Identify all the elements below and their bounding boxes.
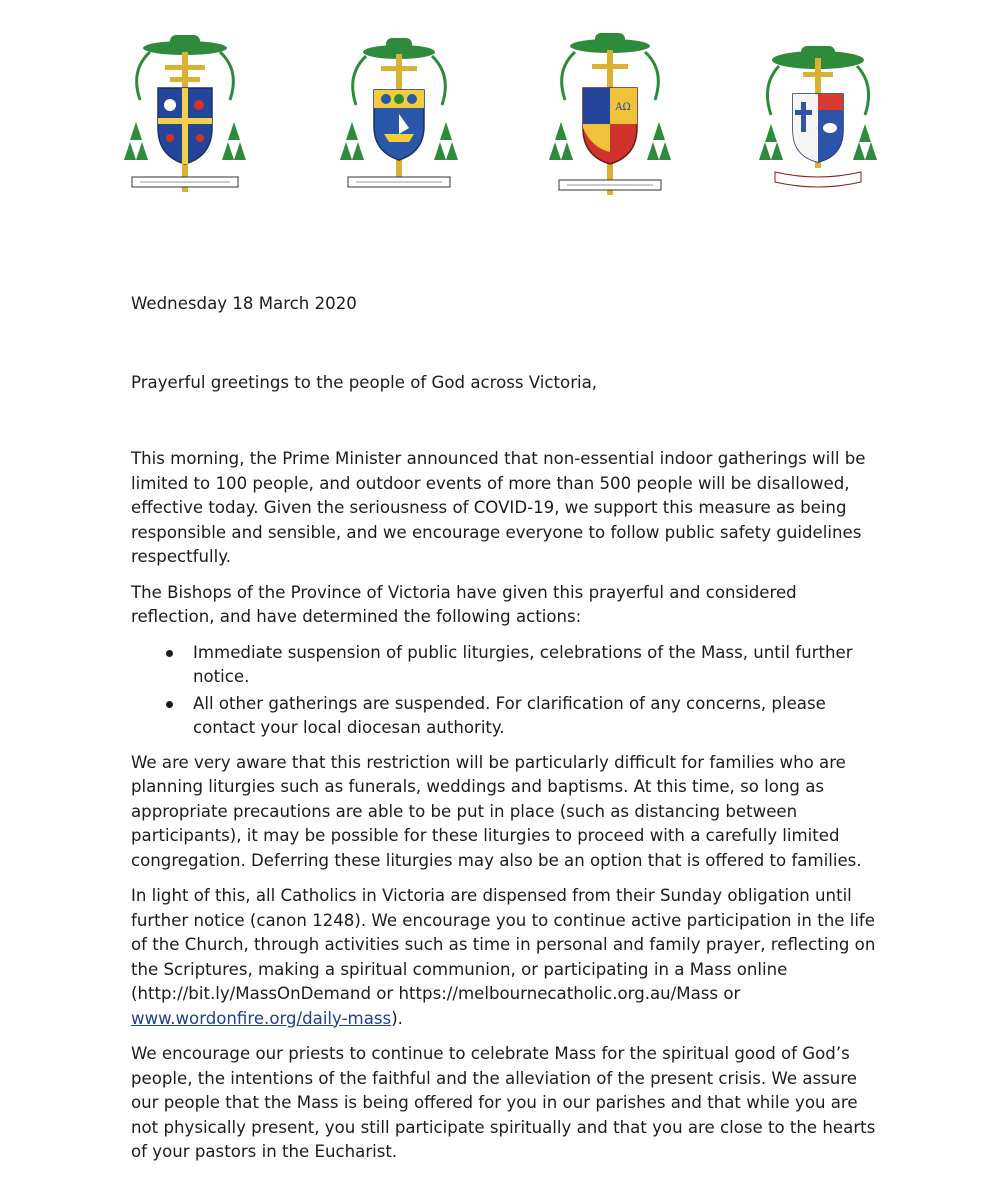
coats-of-arms-row [0,30,991,205]
paragraph-priests: We encourage our priests to continue to celebrate Mass for the spiritual good of God’s people, the intentions of the faithful and the alleviation of the present crisis. We assure our people that the Mass is being offered for you in our parishes and that while you are not physically present, you still participate spiritually and that you are close to the hearts of your pastors in the Eucharist. [131,1044,876,1161]
svg-text:AΩ: AΩ [615,102,631,113]
paragraph-announcement: This morning, the Prime Minister announced that non-essential indoor gatherings will be limited to 100 people, and outdoor events of more than 500 people will be disallowed, effective today. Given the seriousness of COVID-19, we support this measure as being responsible and sensible, and we encourage everyone to follow public safety guidelines respectfully. [131,449,866,566]
action-text: Immediate suspension of public liturgies, celebrations of the Mass, until further notice. [193,642,853,686]
dispensation-end: ). [391,1008,403,1028]
list-item [193,692,876,741]
letter-body [131,292,876,1176]
paragraph-bishops-actions: The Bishops of the Province of Victoria have given this prayerful and considered reflection, and have determined the following actions: [131,582,797,626]
paragraph-families: We are very aware that this restriction will be particularly difficult for families who are planning liturgies such as funerals, weddings and baptisms. At this time, so long as appropriate precautions are able to be put in place (such as distancing between participants), it may be possible for these liturgies to proceed with a carefully limited congregation. Deferring these liturgies may also be an option that is offered to families. [131,752,862,870]
action-text: All other gatherings are suspended. For clarification of any concerns, please contact your local diocesan authority. [193,693,826,737]
paragraph-dispensation [131,884,876,1031]
coat-of-arms-2 [334,30,464,200]
actions-list [131,641,876,741]
coat-of-arms-1 [120,30,250,200]
list-item [193,641,876,690]
letter-date: Wednesday 18 March 2020 [131,294,357,313]
coat-of-arms-4 [753,30,883,200]
letter-greeting: Prayerful greetings to the people of God across Victoria, [131,372,598,392]
bullet-icon [166,701,173,708]
dispensation-text: In light of this, all Catholics in Victoria are dispensed from their Sunday obligation until further notice (canon 1248). We encourage you to continue active participation in the life of the Church, through activities such as time in personal and family prayer, reflecting on the Scriptures, making a spiritual communion, or participating in a Mass online (http://bit.ly/MassOnDemand or https://melbournecatholic.org.au/Mass or [131,886,876,1003]
coat-of-arms-3 [545,30,675,200]
bullet-icon [166,650,173,657]
wordonfire-link[interactable]: www.wordonfire.org/daily-mass [131,1008,392,1028]
